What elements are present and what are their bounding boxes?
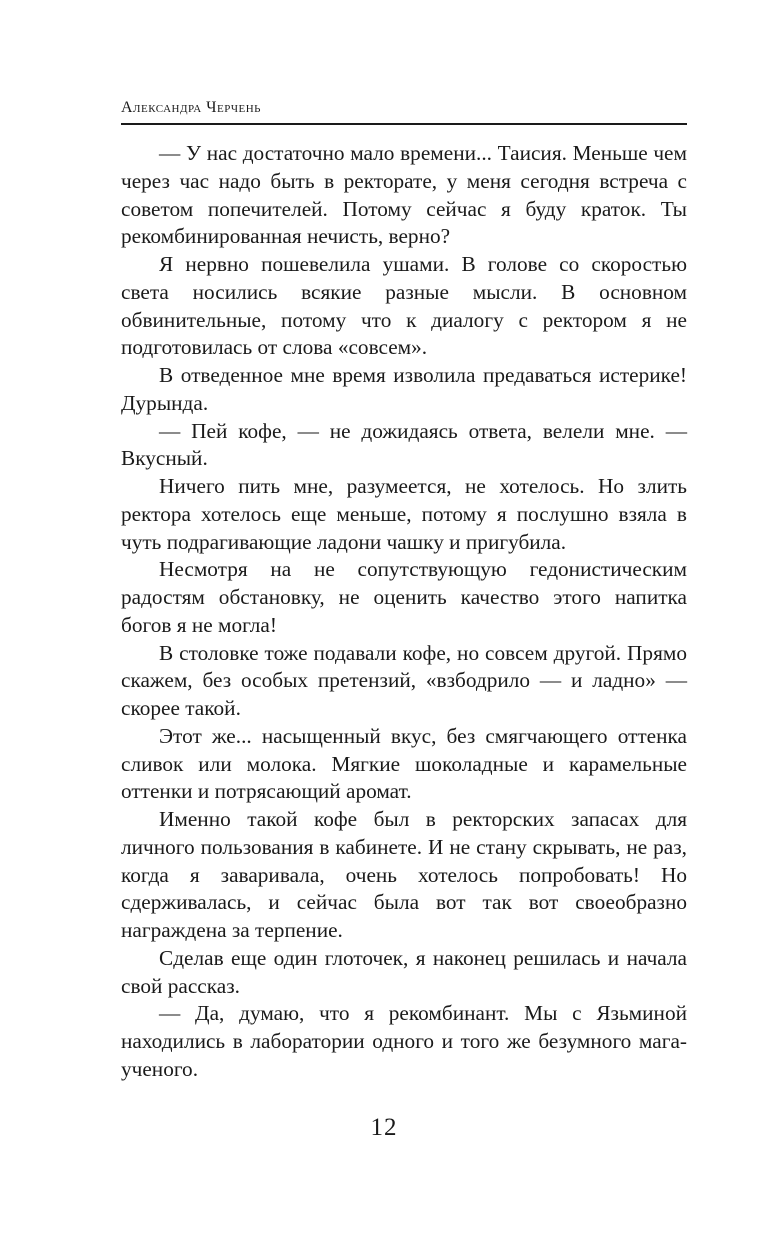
paragraph-10: Сделав еще один глоточек, я наконец решилась и начала свой рассказ. [121,945,687,998]
running-head [121,99,687,125]
paragraph-1: — У нас достаточно мало времени... Таисия. Меньше чем через час надо быть в ректорате, у меня сегодня встреча с советом попечителей. Потому сейчас я буду краток. Ты рекомбинированная нечисть, верно? [121,141,687,249]
paragraph-3: В отведенное мне время изволила предаваться истерике! Дурында. [121,363,687,415]
paragraph-7: В столовке тоже подавали кофе, но совсем другой. Прямо скажем, без особых претензий, «взбодрило — и ладно» — скорее такой. [121,640,687,720]
paragraph-5: Ничего пить мне, разумеется, не хотелось. Но злить ректора хотелось еще меньше, потому я послушно взяла в чуть подрагивающие ладони чашку и пригубила. [121,474,687,554]
author-name: Александра Черчень [121,99,261,116]
paragraph-9: Именно такой кофе был в ректорских запасах для личного пользования в кабинете. И не стану скрывать, не раз, когда я заваривала, очень хотелось попробовать! Но сдерживалась, и сейчас была вот так вот своеобразно награждена за терпение. [121,807,687,942]
page-body [121,140,687,1084]
paragraph-11: — Да, думаю, что я рекомбинант. Мы с Язьминой находились в лаборатории одного и того же безумного мага-ученого. [121,1001,687,1081]
paragraph-4: — Пей кофе, — не дожидаясь ответа, велели мне. — Вкусный. [121,418,687,471]
paragraph-2: Я нервно пошевелила ушами. В голове со скоростью света носились всякие разные мысли. В основном обвинительные, потому что к диалогу с ректором я не подготовилась от слова «совсем». [121,252,687,360]
page-number: 12 [370,1114,398,1141]
paragraph-8: Этот же... насыщенный вкус, без смягчающего оттенка сливок или молока. Мягкие шоколадные и карамельные оттенки и потрясающий аромат. [121,723,687,804]
paragraph-6: Несмотря на не сопутствующую гедонистическим радостям обстановку, не оценить качество этого напитка богов я не могла! [121,557,687,637]
